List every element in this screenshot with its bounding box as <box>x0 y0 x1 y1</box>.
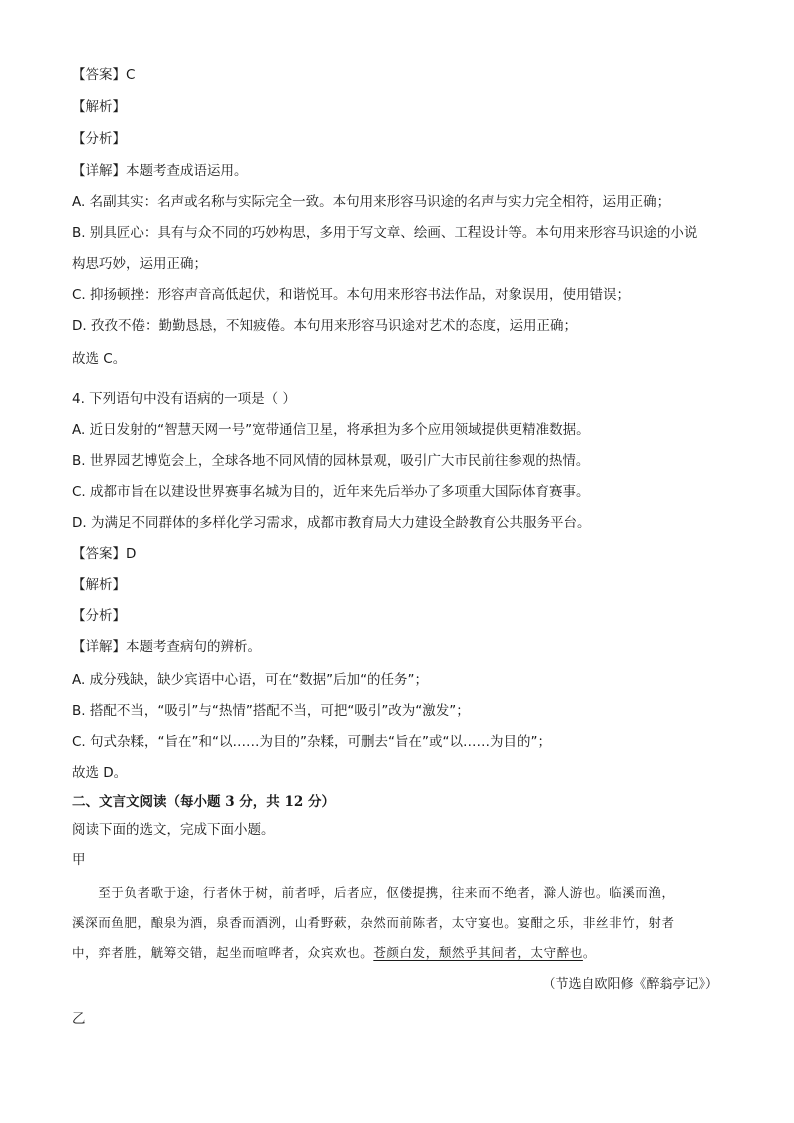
q4-analysis-label: 【解析】 <box>72 577 126 593</box>
q3-conclusion: 故选 C。 <box>72 351 127 367</box>
classical-passage-line3 <box>72 944 722 962</box>
q4-answer: 【答案】D <box>72 546 137 562</box>
passage-label-yi: 乙 <box>72 1011 86 1027</box>
q3-explain-d: D. 孜孜不倦：勤勤恳恳，不知疲倦。本句用来形容马识途对艺术的态度，运用正确； <box>72 318 577 334</box>
q4-explain-c: C. 句式杂糅，“旨在”和“以……为目的”杂糅，可删去“旨在”或“以……为目的”； <box>72 734 551 750</box>
q3-analysis-label: 【解析】 <box>72 99 126 115</box>
q4-option-a: A. 近日发射的“智慧天网一号”宽带通信卫星，将承担为多个应用领域提供更精准数据。 <box>72 422 590 438</box>
section-instruction: 阅读下面的选文，完成下面小题。 <box>72 822 275 838</box>
q4-fenxi-label: 【分析】 <box>72 608 126 624</box>
q3-explain-b-line2: 构思巧妙，运用正确； <box>72 256 207 272</box>
passage-line3-text: 中，弈者胜，觥筹交错，起坐而喧哗者，众宾欢也。 <box>72 945 374 960</box>
q3-explain-b-line1: B. 别具匠心：具有与众不同的巧妙构思，多用于写文章、绘画、工程设计等。本句用来形容马识途的小说 <box>72 225 698 241</box>
q4-explain-a: A. 成分残缺，缺少宾语中心语，可在“数据”后加“的任务”； <box>72 672 429 688</box>
passage-label-jia: 甲 <box>72 852 86 868</box>
q3-explain-c: C. 抑扬顿挫：形容声音高低起伏，和谐悦耳。本句用来形容书法作品，对象误用，使用错误； <box>72 287 631 303</box>
q3-explain-a: A. 名副其实：名声或名称与实际完全一致。本句用来形容马识途的名声与实力完全相符，运用正确； <box>72 194 671 210</box>
section-title: 二、文言文阅读（每小题 3 分，共 12 分） <box>72 794 335 810</box>
q4-option-b: B. 世界园艺博览会上，全球各地不同风情的园林景观，吸引广大市民前往参观的热情。 <box>72 453 590 469</box>
q4-option-c: C. 成都市旨在以建设世界赛事名城为目的，近年来先后举办了多项重大国际体育赛事。 <box>72 484 590 500</box>
q4-conclusion: 故选 D。 <box>72 765 128 781</box>
q4-explain-b: B. 搭配不当，“吸引”与“热情”搭配不当，可把“吸引”改为“激发”； <box>72 703 470 719</box>
q4-stem: 4. 下列语句中没有语病的一项是（ ） <box>72 391 296 407</box>
underlined-sentence: 苍颜白发，颓然乎其间者，太守醉也 <box>373 945 583 960</box>
q3-fenxi-label: 【分析】 <box>72 131 126 147</box>
q3-answer: 【答案】C <box>72 67 136 83</box>
q3-detail: 【详解】本题考查成语运用。 <box>72 163 248 179</box>
classical-passage-line1: 至于负者歌于途，行者休于树，前者呼，后者应，伛偻提携，往来而不绝者，滁人游也。临溪而渔， <box>72 885 675 900</box>
q4-option-d: D. 为满足不同群体的多样化学习需求，成都市教育局大力建设全龄教育公共服务平台。 <box>72 515 591 531</box>
q4-detail: 【详解】本题考查病句的辨析。 <box>72 639 261 655</box>
passage-line3-end: 。 <box>582 945 597 960</box>
classical-passage-line2: 溪深而鱼肥，酿泉为酒，泉香而酒洌，山肴野蔌，杂然而前陈者，太守宴也。宴酣之乐，非丝非竹，射者 <box>72 915 675 930</box>
passage-source: （节选自欧阳修《醉翁亭记》） <box>542 977 718 992</box>
